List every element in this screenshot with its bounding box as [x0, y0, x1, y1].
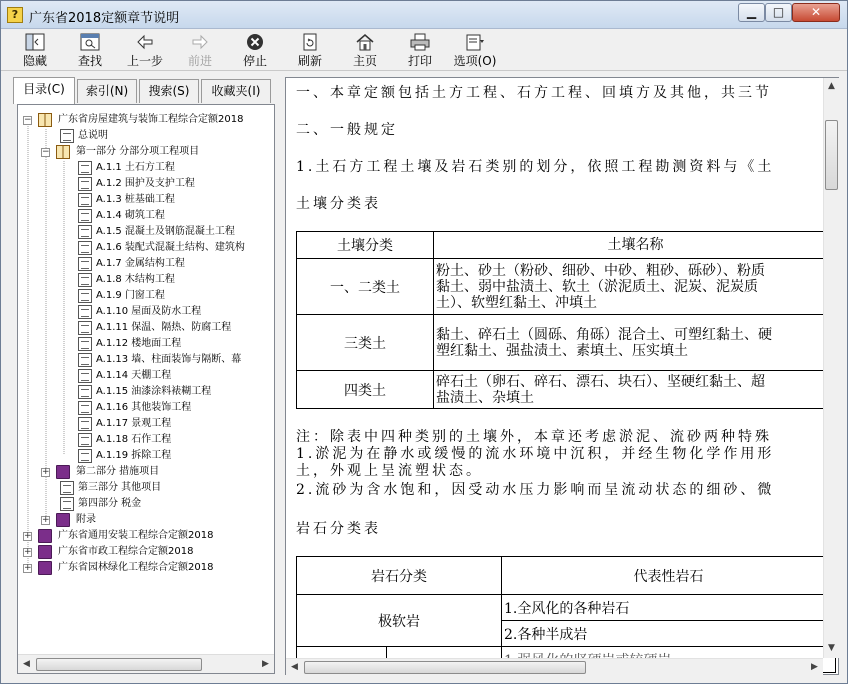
home-label: 主页	[352, 54, 377, 68]
tree-section-label: A.1.8 木结构工程	[96, 274, 175, 285]
page-icon	[78, 433, 92, 447]
scroll-left-icon[interactable]: ◀	[291, 662, 298, 672]
tree-section-label: A.1.12 楼地面工程	[96, 338, 182, 349]
page-icon	[78, 177, 92, 191]
tree-section-label: A.1.14 天棚工程	[96, 370, 172, 381]
soil-class-1: 一、二类土	[297, 259, 434, 315]
tree-section-label: A.1.18 石作工程	[96, 434, 172, 445]
toolbar	[1, 29, 847, 71]
page-icon	[78, 241, 92, 255]
tab-contents[interactable]: 目录(C)	[13, 77, 75, 104]
tab-search[interactable]: 搜索(S)	[139, 79, 199, 103]
close-button[interactable]: ✕	[792, 3, 840, 22]
contents-pane	[17, 104, 275, 674]
tree-section-label: A.1.4 砌筑工程	[96, 210, 165, 221]
contents-tree: − 广东省房屋建筑与装饰工程综合定额2018 总说明 − 第一部分 分部分项工程项目 A.1.1 土石方工程 A.1.2 围护及支护工程 A.1.3 桩基础工程 A.1.4 砌筑工程 A.1.5 混凝土及钢筋混凝土工程 A.1.6 装配式混凝土结构、建筑构 A.1.7 金属结构工程 A.1.8 木结构工程 A.1.9 门窗工程 A.1.10 屋面及防水工程 A.1.11 保温、隔热、防腐工程 A.1.12 楼地面工程 A.1.13 墙、柱面装饰与隔断、幕 A.1.14 天棚工程 A.1.15 油漆涂料裱糊工程 A.1.16 其他装饰工程 A.1.17 景观工程 A.1.18 石作工程 A.1.19 拆除工程 + 第二部分 措施项目 第三部分 其他项目 第四部分 税金 + 附录 + 广东省通用安装工程综合定额2018 + 广东省市政工程综合定额2018 + 广东省园林绿化工程综合定额2018	[18, 105, 274, 654]
home-button[interactable]	[338, 32, 392, 70]
minimize-button[interactable]: ▁	[738, 3, 765, 22]
page-icon	[78, 305, 92, 319]
note-quicksand: 2.流砂为含水饱和，因受动水压力影响而呈流动状态的细砂、微	[296, 482, 775, 498]
page-icon	[78, 337, 92, 351]
rock-example-2: 2.各种半成岩	[502, 621, 836, 647]
page-icon	[78, 401, 92, 415]
soil-names-1-line: 粉土、砂土（粉砂、细砂、中砂、粗砂、砾砂）、粉质	[436, 262, 765, 279]
tree-section-label: A.1.6 装配式混凝土结构、建筑构	[96, 242, 245, 253]
forward-button[interactable]	[173, 32, 227, 70]
print-label: 打印	[407, 54, 432, 68]
soil-names-3-line: 塑红黏土、强盐渍土、素填土、压实填土	[436, 342, 688, 359]
arrow-right-icon	[189, 32, 211, 52]
rock-class-very-soft: 极软岩	[297, 595, 502, 647]
page-icon	[78, 193, 92, 207]
soil-names-1-line: 黏土、弱中盐渍土、软土（淤泥质土、泥炭、泥炭质	[436, 278, 758, 295]
soil-class-3: 三类土	[297, 315, 434, 371]
page-icon	[78, 385, 92, 399]
scroll-thumb[interactable]	[304, 661, 586, 674]
arrow-left-icon	[134, 32, 156, 52]
window-title: 广东省2018定额章节说明	[29, 11, 180, 26]
stop-button[interactable]	[228, 32, 282, 70]
page-icon	[78, 353, 92, 367]
help-app-icon: ?	[7, 7, 23, 23]
page-icon	[78, 289, 92, 303]
rock-table	[296, 556, 836, 673]
tree-section-label: A.1.2 围护及支护工程	[96, 178, 195, 189]
page-icon	[78, 417, 92, 431]
rock-table-caption: 岩石分类表	[296, 521, 381, 537]
page-icon	[78, 257, 92, 271]
page-icon	[78, 209, 92, 223]
print-button[interactable]	[393, 32, 447, 70]
options-label: 选项(O)	[453, 54, 497, 68]
expand-icon[interactable]: +	[24, 563, 32, 573]
tree-section-label: A.1.15 油漆涂料裱糊工程	[96, 386, 212, 397]
back-button[interactable]	[118, 32, 172, 70]
page-icon	[78, 321, 92, 335]
soil-names-4-line: 盐渍土、杂填土	[436, 389, 534, 406]
topic-content	[286, 78, 823, 658]
scroll-right-icon[interactable]: ▶	[811, 662, 818, 672]
collapse-icon[interactable]: −	[42, 147, 50, 157]
note-special-soils: 注：除表中四种类别的土壤外，本章还考虑淤泥、流砂两种特殊	[296, 429, 772, 445]
stop-label: 停止	[242, 54, 267, 68]
tree-section-label: A.1.11 保温、隔热、防腐工程	[96, 322, 232, 333]
tree-section-label: A.1.1 土石方工程	[96, 162, 175, 173]
topic-vertical-scrollbar[interactable]	[823, 78, 839, 658]
topic-pane	[285, 77, 839, 675]
options-icon	[464, 32, 486, 52]
soil-names-4-line: 碎石土（卵石、碎石、漂石、块石）、坚硬红黏土、超	[436, 373, 765, 390]
expand-icon[interactable]: +	[24, 547, 32, 557]
printer-icon	[409, 32, 431, 52]
soil-table-caption: 土壤分类表	[296, 196, 381, 212]
options-button[interactable]	[448, 32, 502, 70]
tree-section-label: A.1.7 金属结构工程	[96, 258, 185, 269]
page-icon	[78, 161, 92, 175]
closed-book-icon	[56, 513, 70, 527]
pane-splitter[interactable]	[277, 77, 283, 675]
note-silt-cont: 土，外观上呈流塑状态。	[296, 463, 483, 479]
hide-button[interactable]	[8, 32, 62, 70]
note-silt: 1.淤泥为在静水或缓慢的流水环境中沉积，并经生物化学作用形	[296, 446, 775, 462]
rock-header-examples: 代表性岩石	[502, 557, 836, 595]
closed-book-icon	[56, 465, 70, 479]
tree-section-label: A.1.5 混凝土及钢筋混凝土工程	[96, 226, 235, 237]
find-button[interactable]	[63, 32, 117, 70]
page-icon	[78, 273, 92, 287]
tree-section-label: A.1.3 桩基础工程	[96, 194, 175, 205]
back-label: 上一步	[126, 54, 163, 68]
tree-section-label: A.1.19 拆除工程	[96, 450, 172, 461]
find-icon	[79, 32, 101, 52]
expand-icon[interactable]: +	[42, 515, 50, 525]
page-icon	[78, 449, 92, 463]
tree-section-label: A.1.16 其他装饰工程	[96, 402, 192, 413]
page-icon	[78, 369, 92, 383]
stop-icon	[244, 32, 266, 52]
soil-names-3	[434, 315, 836, 371]
soil-header-class: 土壤分类	[297, 232, 434, 259]
page-icon	[78, 225, 92, 239]
topic-horizontal-scrollbar[interactable]	[286, 658, 823, 675]
expand-icon[interactable]: +	[24, 531, 32, 541]
soil-table	[296, 231, 836, 409]
para-scope: 一、本章定额包括土方工程、石方工程、回填方及其他，共三节	[296, 85, 772, 101]
para-classification: 1.土石方工程土壤及岩石类别的划分，依照工程勘测资料与《土	[296, 159, 775, 175]
tree-section-label: A.1.9 门窗工程	[96, 290, 165, 301]
rock-header-class: 岩石分类	[297, 557, 502, 595]
scroll-thumb[interactable]	[36, 658, 202, 671]
rock-example-1: 1.全风化的各种岩石	[502, 595, 836, 621]
page-icon	[60, 497, 74, 511]
soil-names-4	[434, 371, 836, 409]
nav-tabs	[13, 79, 275, 103]
soil-class-4: 四类土	[297, 371, 434, 409]
closed-book-icon	[38, 545, 52, 559]
refresh-icon	[299, 32, 321, 52]
open-book-icon	[38, 113, 52, 127]
collapse-icon[interactable]: −	[24, 115, 32, 125]
expand-icon[interactable]: +	[42, 467, 50, 477]
scroll-left-icon[interactable]: ◀	[23, 659, 30, 669]
page-icon	[60, 129, 74, 143]
refresh-button[interactable]	[283, 32, 337, 70]
forward-label: 前进	[187, 54, 212, 68]
title-bar[interactable]	[1, 1, 847, 29]
maximize-button[interactable]: □	[765, 3, 792, 22]
tab-favorites[interactable]: 收藏夹(I)	[201, 79, 271, 103]
find-label: 查找	[77, 54, 102, 68]
scroll-up-icon[interactable]: ▲	[828, 81, 835, 91]
home-icon	[354, 32, 376, 52]
tree-horizontal-scrollbar[interactable]	[18, 654, 274, 673]
scroll-thumb[interactable]	[825, 120, 838, 190]
soil-header-name: 土壤名称	[434, 232, 836, 259]
page-icon	[60, 481, 74, 495]
soil-names-3-line: 黏土、碎石土（圆砾、角砾）混合土、可塑红黏土、硬	[436, 326, 772, 343]
tab-index[interactable]: 索引(N)	[77, 79, 137, 103]
tree-section-label: A.1.10 屋面及防水工程	[96, 306, 202, 317]
hide-pane-icon	[24, 32, 46, 52]
tree-section-label: A.1.17 景观工程	[96, 418, 172, 429]
scroll-down-icon[interactable]: ▼	[828, 643, 835, 653]
open-book-icon	[56, 145, 70, 159]
soil-names-1-line: 土）、软塑红黏土、冲填土	[436, 294, 597, 311]
soil-names-1	[434, 259, 836, 315]
hide-label: 隐藏	[22, 54, 47, 68]
refresh-label: 刷新	[297, 54, 322, 68]
scroll-right-icon[interactable]: ▶	[262, 659, 269, 669]
heading-general-rules: 二、一般规定	[296, 122, 398, 138]
tree-section-label: A.1.13 墙、柱面装饰与隔断、幕	[96, 354, 242, 365]
closed-book-icon	[38, 561, 52, 575]
closed-book-icon	[38, 529, 52, 543]
